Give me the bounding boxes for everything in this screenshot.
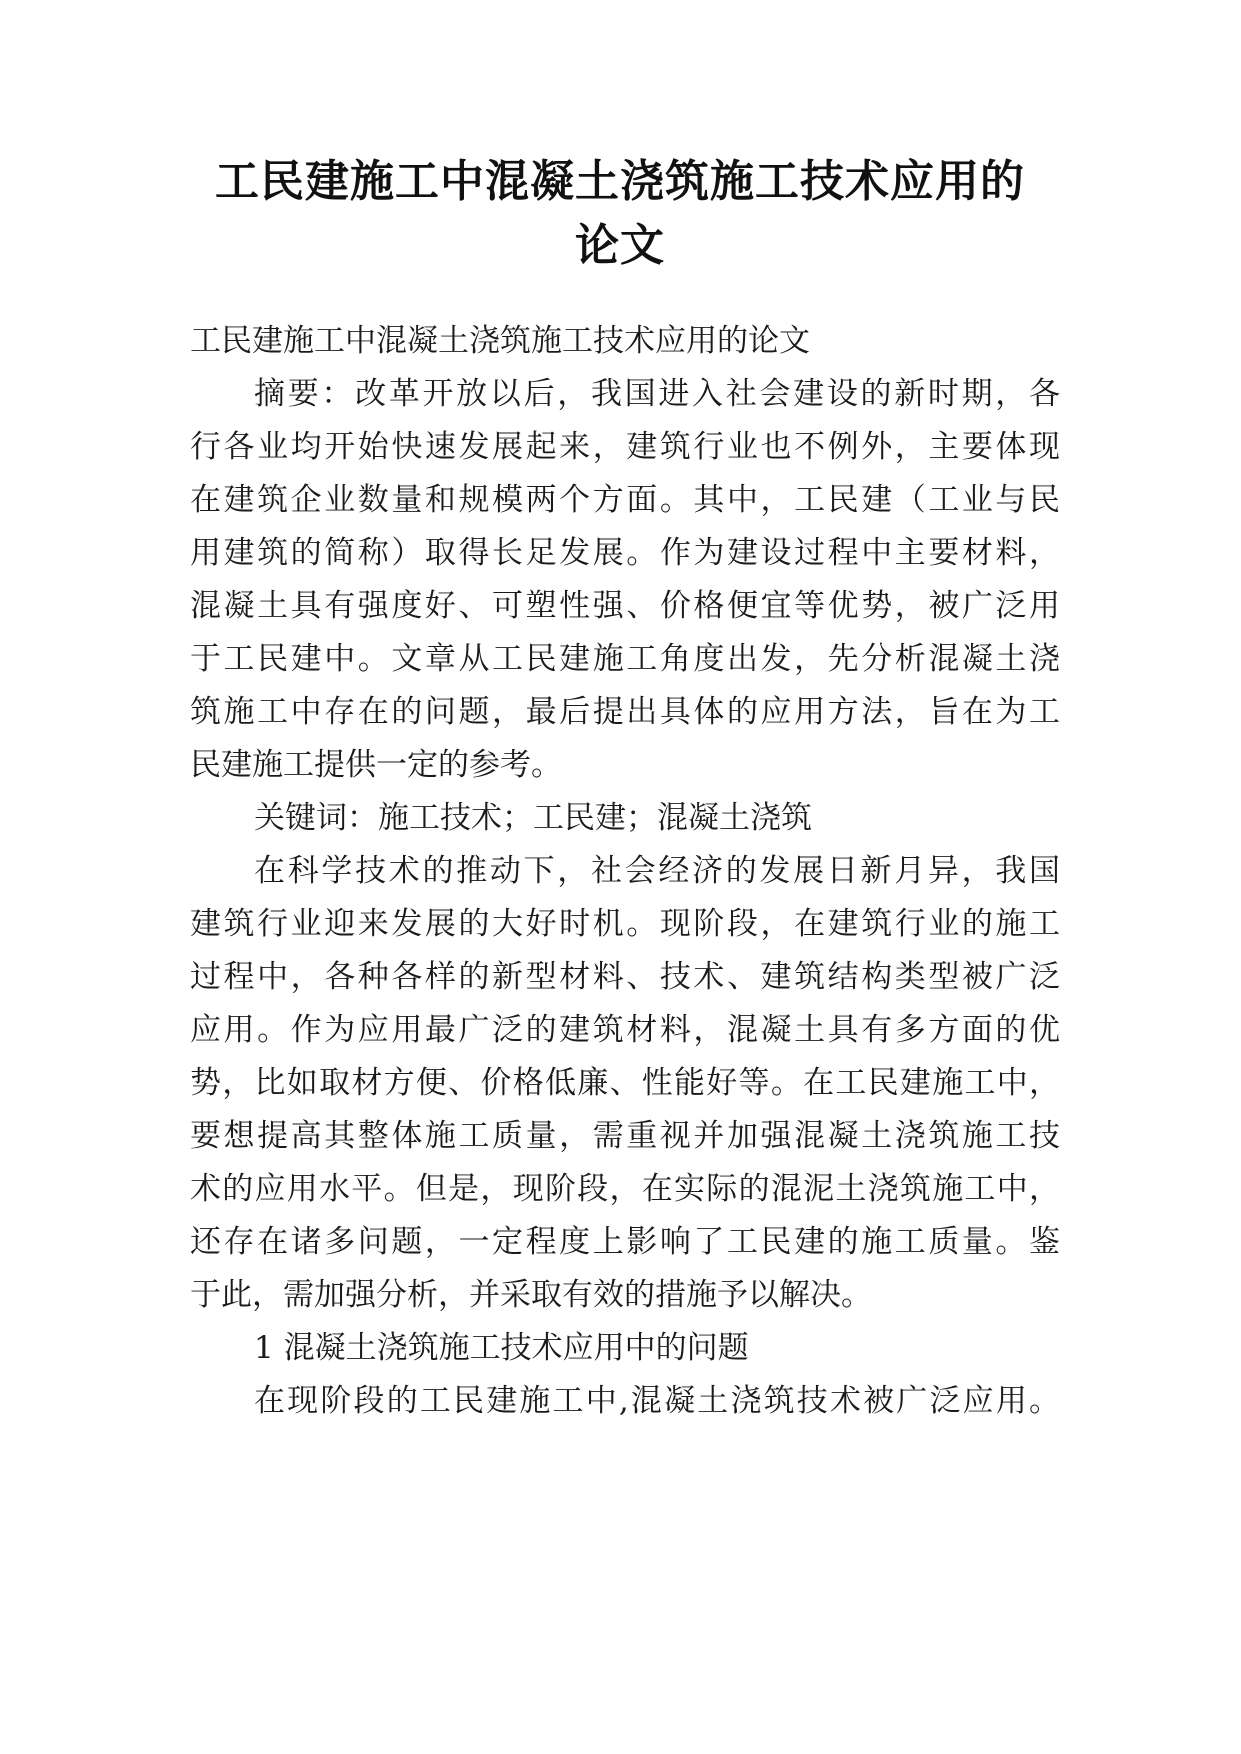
body-line: 筑施工中存在的问题，最后提出具体的应用方法，旨在为工 [190,694,1060,730]
body-line: 建筑行业迎来发展的大好时机。现阶段，在建筑行业的施工 [190,906,1060,942]
body-line: 应用。作为应用最广泛的建筑材料，混凝土具有多方面的优 [190,1012,1060,1048]
document-title-line-1: 工民建施工中混凝土浇筑施工技术应用的 [215,156,1025,207]
body-line: 于此，需加强分析，并采取有效的措施予以解决。 [190,1277,872,1313]
body-line: 用建筑的简称）取得长足发展。作为建设过程中主要材料， [190,535,1060,571]
body-line: 过程中，各种各样的新型材料、技术、建筑结构类型被广泛 [190,959,1060,995]
body-line: 摘要：改革开放以后，我国进入社会建设的新时期，各 [254,376,1060,412]
body-line: 在建筑企业数量和规模两个方面。其中，工民建（工业与民 [190,482,1060,518]
body-line: 还存在诸多问题，一定程度上影响了工民建的施工质量。鉴 [190,1224,1060,1260]
body-line: 术的应用水平。但是，现阶段，在实际的混泥土浇筑施工中， [190,1171,1060,1207]
body-line: 在科学技术的推动下，社会经济的发展日新月异，我国 [254,853,1060,889]
body-line: 于工民建中。文章从工民建施工角度出发，先分析混凝土浇 [190,641,1060,677]
body-line: 工民建施工中混凝土浇筑施工技术应用的论文 [190,323,810,359]
body-line: 要想提高其整体施工质量，需重视并加强混凝土浇筑施工技 [190,1118,1060,1154]
body-line: 民建施工提供一定的参考。 [190,747,562,783]
body-line: 势，比如取材方便、价格低廉、性能好等。在工民建施工中， [190,1065,1060,1101]
keywords-line: 关键词：施工技术；工民建；混凝土浇筑 [254,800,812,836]
document-title-line-2: 论文 [575,220,665,271]
body-line: 行各业均开始快速发展起来，建筑行业也不例外，主要体现 [190,429,1060,465]
section-heading: 1 混凝土浇筑施工技术应用中的问题 [254,1330,749,1366]
body-line: 在现阶段的工民建施工中,混凝土浇筑技术被广泛应用。 [254,1383,1060,1419]
body-line: 混凝土具有强度好、可塑性强、价格便宜等优势，被广泛用 [190,588,1060,624]
